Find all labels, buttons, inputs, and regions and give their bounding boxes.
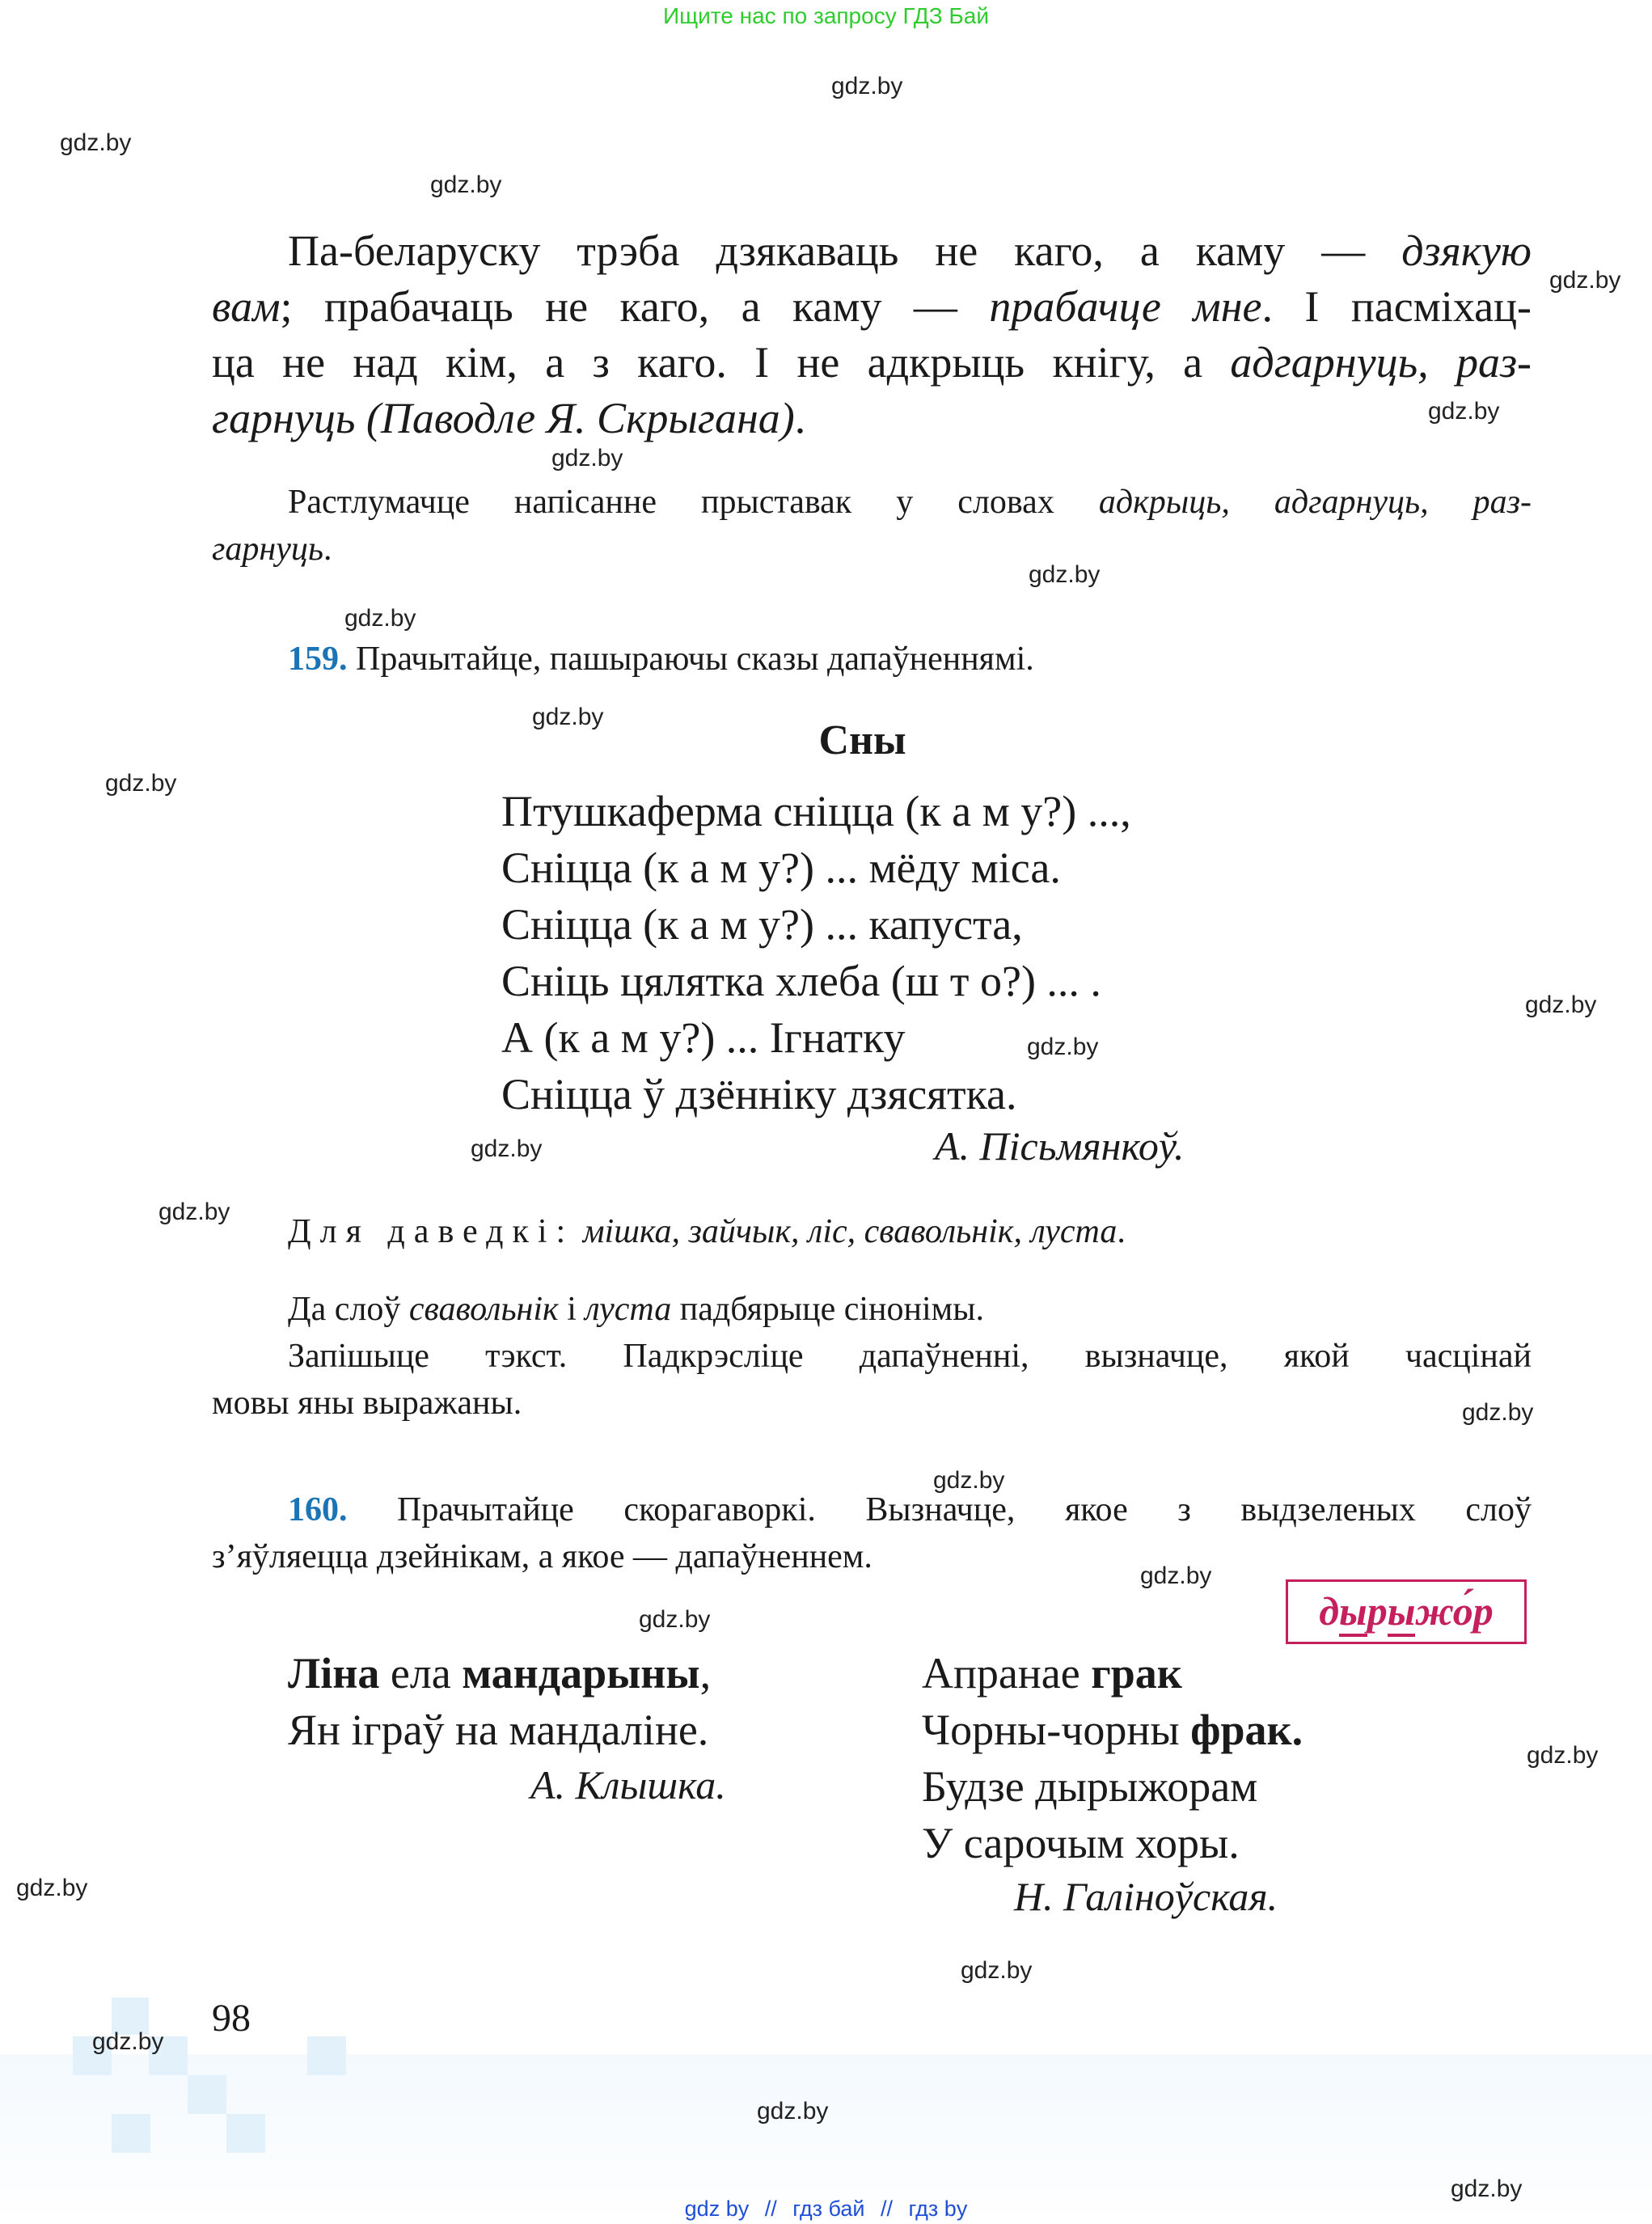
tw1-line: Ян іграў на мандаліне. [288, 1706, 709, 1754]
task-line: Да слоў свавольнік і луста падбярыце сінонімы. [288, 1291, 984, 1328]
bottom-link[interactable]: gdz by [684, 2197, 750, 2221]
tongue-twister-2 [922, 1645, 1303, 1871]
task-line: Запішыце тэкст. Падкрэсліце дапаўненні, вызначце, якой часцінай [288, 1338, 1532, 1375]
tw2-author: Н. Галіноўская. [1014, 1874, 1278, 1919]
exercise-159-line: 159. Прачытайце, пашыраючы сказы дапаўненнямі. [288, 641, 1034, 678]
watermark: gdz.by [1527, 1742, 1599, 1769]
separator: // [881, 2197, 894, 2221]
decor-square [226, 2114, 265, 2153]
watermark: gdz.by [532, 704, 604, 730]
separator: // [764, 2197, 777, 2221]
tw2-line: У сарочым хоры. [922, 1819, 1240, 1867]
watermark: gdz.by [105, 770, 177, 797]
exercise-160-instruction [212, 1486, 1532, 1580]
poem [501, 783, 1131, 1123]
decor-square [112, 2114, 150, 2153]
watermark: gdz.by [757, 2098, 829, 2125]
watermark: gdz.by [430, 171, 502, 198]
tw2-line: Будзе дырыжорам [922, 1762, 1258, 1811]
watermark: gdz.by [471, 1135, 543, 1162]
watermark: gdz.by [1525, 991, 1597, 1018]
intro-line: ца не над кім, а з каго. І не адкрыць кнігу, а адгарнуць, раз- [212, 338, 1532, 387]
watermark: gdz.by [1549, 267, 1621, 294]
intro-line: вам; прабачаць не каго, а каму — прабачце мне. І пасміхац- [212, 282, 1532, 331]
exercise-159-tasks [212, 1286, 1532, 1427]
watermark: gdz.by [158, 1199, 230, 1225]
watermark: gdz.by [92, 2028, 164, 2055]
poem-line: Сніць цялятка хлеба (ш т о?) ... . [501, 957, 1101, 1005]
exercise-160-line: з’яўляецца дзейнікам, а якое — дапаўненнем. [212, 1538, 872, 1575]
intro-task [212, 479, 1532, 573]
poem-line: Птушкаферма сніцца (к а м у?) ..., [501, 787, 1131, 835]
bottom-link[interactable]: гдз бай [792, 2197, 865, 2221]
tw2-line: Чорны-чорны фрак. [922, 1706, 1303, 1754]
watermark: gdz.by [1462, 1399, 1534, 1426]
exercise-number: 160. [288, 1491, 348, 1528]
decor-square [307, 2036, 346, 2075]
exercise-159-instruction [212, 636, 1532, 683]
watermark: gdz.by [1451, 2175, 1523, 2202]
watermark: gdz.by [1428, 398, 1500, 425]
intro-line: гарнуць (Паводле Я. Скрыгана). [212, 394, 806, 442]
hint [212, 1208, 1532, 1255]
watermark: gdz.by [344, 605, 416, 632]
poem-title: Сны [818, 717, 906, 763]
task-line: мовы яны выражаны. [212, 1385, 522, 1422]
watermark: gdz.by [551, 445, 623, 471]
intro-line: Па-беларуску трэба дзякаваць не каго, а каму — дзякую [288, 226, 1532, 275]
exercise-160-line: 160. Прачытайце скорагаворкі. Вызначце, якое з выдзеленых слоў [288, 1491, 1532, 1528]
intro-task-line: Растлумачце напісанне прыставак у словах адкрыць, адгарнуць, раз- [288, 484, 1532, 521]
poem-author: А. Пісьмянкоў. [935, 1123, 1185, 1169]
watermark: gdz.by [1140, 1562, 1212, 1589]
top-banner[interactable]: Ищите нас по запросу ГДЗ Бай [662, 3, 990, 28]
poem-line: А (к а м у?) ... Ігнатку [501, 1013, 906, 1062]
bottom-links [0, 2197, 1652, 2222]
watermark: gdz.by [831, 73, 903, 99]
watermark: gdz.by [1027, 1034, 1099, 1060]
bottom-link[interactable]: гдз by [908, 2197, 968, 2221]
decor-square [188, 2075, 226, 2114]
watermark: gdz.by [639, 1606, 711, 1633]
watermark: gdz.by [961, 1957, 1033, 1984]
poem-line: Сніцца ў дзённіку дзясятка. [501, 1070, 1017, 1118]
page-number: 98 [212, 1997, 251, 2040]
intro-paragraph [212, 223, 1532, 446]
tongue-twister-1 [288, 1645, 711, 1758]
vocab-word-box: дырыжо́р [1286, 1579, 1527, 1644]
tw2-line: Апранае грак [922, 1649, 1182, 1698]
exercise-number: 159. [288, 641, 348, 678]
poem-line: Сніцца (к а м у?) ... мёду міса. [501, 844, 1061, 892]
watermark: gdz.by [933, 1467, 1005, 1494]
tw1-author: А. Клышка. [530, 1762, 726, 1808]
poem-line: Сніцца (к а м у?) ... капуста, [501, 900, 1023, 949]
watermark: gdz.by [60, 129, 132, 156]
tw1-line: Ліна ела мандарыны, [288, 1649, 712, 1698]
watermark: gdz.by [1029, 561, 1101, 588]
watermark: gdz.by [16, 1875, 88, 1901]
hint-line: Для даведкі: мішка, зайчык, ліс, свавольнік, луста. [288, 1213, 1126, 1250]
intro-task-line: гарнуць. [212, 531, 332, 568]
